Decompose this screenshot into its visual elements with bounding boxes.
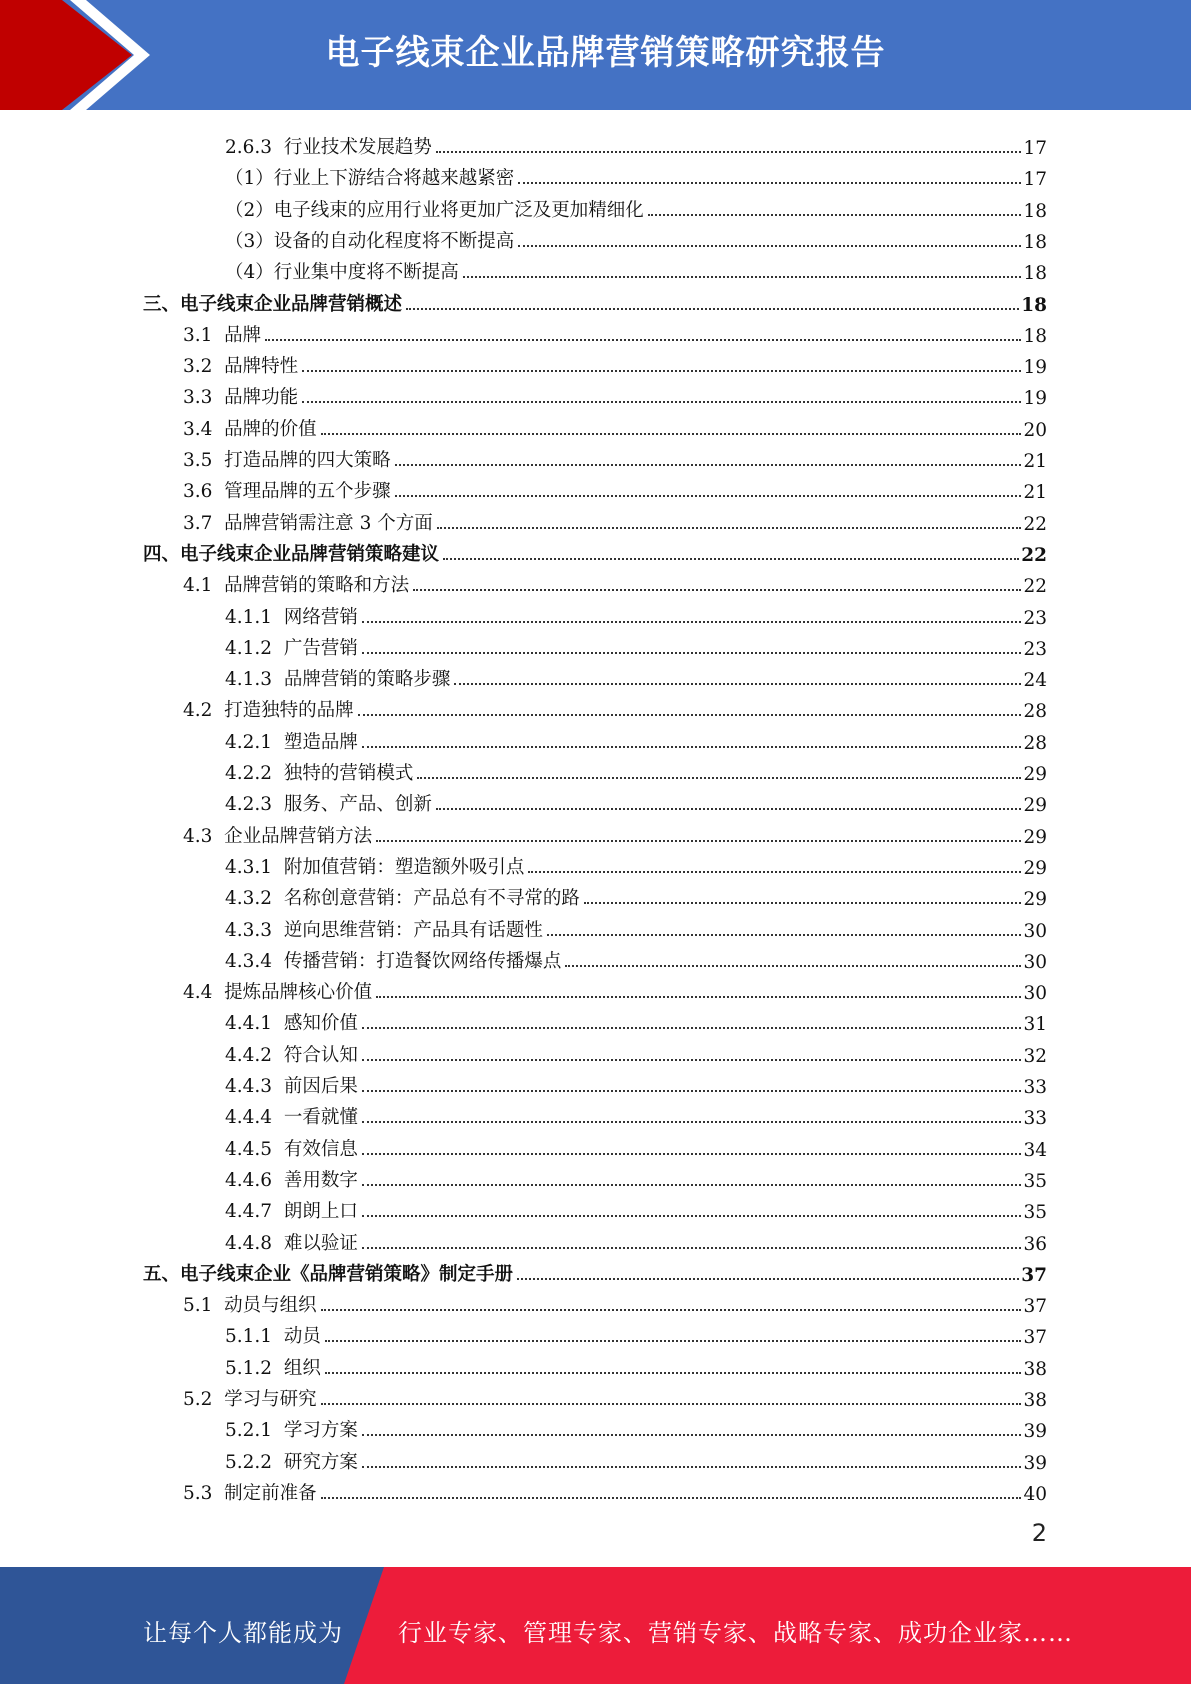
toc-entry-page: 40 (1023, 1483, 1047, 1505)
toc-dot-leader (302, 370, 1021, 372)
toc-dot-leader (528, 871, 1021, 873)
toc-entry-page: 33 (1023, 1077, 1047, 1098)
toc-entry[interactable] (225, 253, 1047, 284)
toc-entry[interactable] (183, 691, 1047, 722)
toc-entry-page: 35 (1023, 1202, 1047, 1224)
toc-entry[interactable] (225, 1067, 1047, 1098)
toc-entry-title: 3.1 品牌 (183, 324, 262, 346)
toc-entry[interactable] (183, 441, 1047, 472)
toc-entry-title: 2.6.3 行业技术发展趋势 (225, 137, 432, 158)
toc-entry-page: 17 (1023, 169, 1047, 191)
toc-entry-title: （2）电子线束的应用行业将更加广泛及更加精细化 (225, 199, 644, 221)
toc-dot-leader (362, 621, 1022, 623)
toc-dot-leader (376, 996, 1021, 998)
toc-dot-leader (362, 1466, 1022, 1468)
toc-dot-leader (565, 965, 1021, 967)
toc-entry[interactable] (183, 1380, 1047, 1411)
toc-entry[interactable] (225, 629, 1047, 660)
toc-dot-leader (362, 1153, 1022, 1155)
toc-entry[interactable] (225, 1192, 1047, 1223)
toc-dot-leader (362, 746, 1022, 748)
toc-entry-page: 19 (1023, 388, 1047, 410)
toc-entry[interactable] (225, 942, 1047, 973)
toc-entry-title: 3.3 品牌功能 (183, 387, 299, 409)
toc-entry-page: 35 (1023, 1170, 1047, 1192)
toc-entry-page: 22 (1023, 576, 1047, 598)
toc-dot-leader (395, 464, 1022, 466)
toc-entry-title: 3.5 打造品牌的四大策略 (183, 450, 391, 471)
toc-dot-leader (395, 495, 1022, 497)
toc-entry-page: 38 (1023, 1358, 1047, 1380)
toc-entry-page: 20 (1023, 419, 1047, 441)
toc-entry-page: 30 (1023, 951, 1047, 973)
toc-dot-leader (321, 433, 1022, 435)
toc-entry[interactable] (183, 504, 1047, 535)
toc-dot-leader (362, 1247, 1022, 1249)
toc-entry-title: 5.1.2 组织 (225, 1357, 321, 1379)
toc-entry[interactable] (225, 598, 1047, 629)
toc-dot-leader (362, 1090, 1022, 1092)
toc-dot-leader (325, 1340, 1022, 1342)
toc-entry[interactable] (183, 566, 1047, 597)
toc-entry[interactable] (225, 1161, 1047, 1192)
toc-dot-leader (358, 714, 1022, 716)
toc-entry-title: 4.3.2 名称创意营销：产品总有不寻常的路 (225, 888, 580, 910)
toc-dot-leader (463, 276, 1022, 278)
toc-entry[interactable] (225, 879, 1047, 910)
toc-entry-page: 22 (1023, 513, 1047, 535)
toc-entry[interactable] (225, 1130, 1047, 1161)
toc-entry-page: 36 (1023, 1233, 1047, 1255)
toc-entry[interactable] (225, 1036, 1047, 1067)
toc-entry-page: 23 (1023, 607, 1047, 629)
toc-dot-leader (517, 1278, 1019, 1280)
toc-dot-leader (437, 527, 1022, 529)
toc-entry-page: 28 (1023, 732, 1047, 754)
toc-entry[interactable] (183, 347, 1047, 378)
toc-entry[interactable] (225, 128, 1047, 159)
toc-entry[interactable] (143, 285, 1047, 316)
toc-entry-title: （1）行业上下游结合将越来越紧密 (225, 168, 515, 190)
toc-entry-page: 19 (1023, 357, 1047, 379)
toc-entry-page: 24 (1023, 670, 1047, 692)
toc-entry-page: 28 (1023, 701, 1047, 723)
toc-entry-page: 23 (1023, 638, 1047, 660)
toc-entry[interactable] (143, 1255, 1047, 1286)
toc-entry-page: 29 (1023, 764, 1047, 785)
toc-entry-title: 4.1.2 广告营销 (225, 637, 358, 659)
footer-slogan-right: 行业专家、管理专家、营销专家、战略专家、成功企业家…… (398, 1619, 1073, 1647)
toc-entry-page: 37 (1023, 1296, 1047, 1318)
toc-entry[interactable] (225, 1349, 1047, 1380)
toc-entry[interactable] (225, 723, 1047, 754)
toc-entry-page: 38 (1023, 1390, 1047, 1411)
toc-entry-title: 5.2.1 学习方案 (225, 1420, 358, 1442)
toc-entry-title: （4）行业集中度将不断提高 (225, 262, 459, 284)
report-title: 电子线束企业品牌营销策略研究报告 (325, 33, 886, 73)
toc-entry-title: 4.4.4 一看就懂 (225, 1107, 358, 1129)
toc-dot-leader (436, 151, 1022, 153)
toc-entry-page: 29 (1023, 857, 1047, 879)
toc-dot-leader (518, 245, 1021, 247)
toc-entry[interactable] (225, 1004, 1047, 1035)
toc-entry-page: 18 (1023, 231, 1047, 253)
toc-dot-leader (362, 1059, 1022, 1061)
toc-entry-page: 22 (1021, 544, 1047, 566)
toc-entry-page: 18 (1023, 325, 1047, 347)
toc-entry[interactable] (225, 222, 1047, 253)
toc-entry-page: 18 (1021, 294, 1047, 316)
toc-dot-leader (406, 308, 1019, 310)
toc-entry-page: 37 (1021, 1264, 1047, 1286)
toc-dot-leader (648, 214, 1022, 216)
toc-entry[interactable] (183, 1474, 1047, 1505)
toc-entry-page: 37 (1023, 1327, 1047, 1349)
toc-entry[interactable] (183, 973, 1047, 1004)
page-number: 2 (1031, 1519, 1047, 1547)
toc-dot-leader (321, 1497, 1022, 1499)
toc-entry-title: （3）设备的自动化程度将不断提高 (225, 230, 515, 252)
toc-entry-title: 4.1.3 品牌营销的策略步骤 (225, 669, 451, 691)
toc-entry-title: 四、电子线束企业品牌营销策略建议 (143, 543, 440, 565)
toc-entry[interactable] (225, 1098, 1047, 1129)
toc-entry-page: 30 (1023, 983, 1047, 1005)
toc-entry[interactable] (183, 378, 1047, 409)
toc-entry-title: 三、电子线束企业品牌营销概述 (143, 293, 403, 315)
toc-entry-title: 4.4.2 符合认知 (225, 1044, 358, 1066)
toc-dot-leader (443, 558, 1019, 560)
toc-dot-leader (417, 777, 1021, 779)
toc-entry[interactable] (225, 1224, 1047, 1255)
toc-entry[interactable] (225, 1411, 1047, 1442)
toc-entry-title: 5.2 学习与研究 (183, 1389, 317, 1410)
toc-entry-page: 34 (1023, 1139, 1047, 1161)
toc-dot-leader (362, 652, 1022, 654)
toc-dot-leader (321, 1403, 1022, 1405)
toc-entry-title: 4.3.1 附加值营销：塑造额外吸引点 (225, 856, 525, 878)
footer-slogan-left: 让每个人都能成为 (143, 1619, 343, 1647)
toc-entry-title: 4.4.7 朗朗上口 (225, 1201, 358, 1223)
toc-entry[interactable] (183, 316, 1047, 347)
toc-entry[interactable] (225, 785, 1047, 816)
toc-entry[interactable] (225, 848, 1047, 879)
toc-dot-leader (362, 1121, 1022, 1123)
toc-dot-leader (265, 339, 1021, 341)
toc-entry-title: 3.7 品牌营销需注意 3 个方面 (183, 512, 433, 534)
toc-entry[interactable] (183, 817, 1047, 848)
toc-entry-page: 17 (1023, 138, 1047, 159)
toc-entry-title: 4.4.8 难以验证 (225, 1232, 358, 1254)
toc-entry[interactable] (183, 410, 1047, 441)
toc-entry[interactable] (183, 472, 1047, 503)
toc-entry-title: 5.1 动员与组织 (183, 1295, 317, 1317)
toc-entry-title: 4.2.1 塑造品牌 (225, 731, 358, 753)
toc-entry-page: 29 (1023, 826, 1047, 848)
toc-dot-leader (362, 1215, 1022, 1217)
toc-dot-leader (454, 683, 1021, 685)
toc-entry[interactable] (225, 660, 1047, 691)
toc-dot-leader (302, 401, 1021, 403)
toc-entry-title: 4.2.2 独特的营销模式 (225, 763, 414, 784)
toc-entry[interactable] (225, 159, 1047, 190)
toc-dot-leader (413, 589, 1021, 591)
toc-entry-page: 39 (1023, 1421, 1047, 1443)
toc-entry-title: 4.4.1 感知价值 (225, 1013, 358, 1035)
toc-entry-page: 33 (1023, 1108, 1047, 1130)
toc-entry-title: 4.4 提炼品牌核心价值 (183, 982, 373, 1004)
header-banner (0, 0, 1191, 110)
toc-entry-title: 4.2.3 服务、产品、创新 (225, 794, 432, 816)
toc-dot-leader (436, 808, 1022, 810)
toc-entry-page: 29 (1023, 889, 1047, 911)
toc-dot-leader (376, 840, 1021, 842)
toc-dot-leader (547, 934, 1022, 936)
toc-entry-title: 4.1 品牌营销的策略和方法 (183, 575, 410, 597)
toc-entry[interactable] (225, 1317, 1047, 1348)
toc-dot-leader (321, 1309, 1022, 1311)
toc-entry[interactable] (225, 1443, 1047, 1474)
toc-dot-leader (518, 182, 1021, 184)
toc-entry-page: 29 (1023, 795, 1047, 817)
toc-entry-page: 32 (1023, 1045, 1047, 1067)
toc-entry-page: 39 (1023, 1452, 1047, 1474)
toc-entry[interactable] (225, 911, 1047, 942)
toc-entry-title: 3.4 品牌的价值 (183, 418, 317, 440)
toc-entry-page: 18 (1023, 263, 1047, 285)
toc-entry-title: 4.1.1 网络营销 (225, 606, 358, 628)
toc-entry[interactable] (225, 191, 1047, 222)
toc-entry-title: 4.3.4 传播营销：打造餐饮网络传播爆点 (225, 950, 562, 972)
toc-entry[interactable] (183, 1286, 1047, 1317)
toc-entry-title: 4.3 企业品牌营销方法 (183, 825, 373, 847)
toc-entry-title: 3.6 管理品牌的五个步骤 (183, 481, 391, 503)
toc-dot-leader (362, 1027, 1022, 1029)
toc-dot-leader (362, 1434, 1022, 1436)
toc-entry-title: 5.1.1 动员 (225, 1326, 321, 1348)
toc-entry-title: 4.2 打造独特的品牌 (183, 700, 354, 722)
toc-entry-title: 5.2.2 研究方案 (225, 1451, 358, 1473)
toc-dot-leader (584, 902, 1022, 904)
toc-entry-page: 30 (1023, 920, 1047, 942)
toc-entry-title: 4.4.6 善用数字 (225, 1169, 358, 1191)
toc-entry[interactable] (143, 535, 1047, 566)
toc-entry[interactable] (225, 754, 1047, 785)
toc-dot-leader (325, 1372, 1022, 1374)
toc-entry-page: 21 (1023, 451, 1047, 472)
toc-entry-title: 五、电子线束企业《品牌营销策略》制定手册 (143, 1263, 514, 1285)
toc-entry-title: 3.2 品牌特性 (183, 356, 299, 378)
toc-entry-title: 4.4.5 有效信息 (225, 1138, 358, 1160)
toc-entry-title: 5.3 制定前准备 (183, 1482, 317, 1504)
toc-entry-page: 31 (1023, 1014, 1047, 1036)
toc-entry-page: 21 (1023, 482, 1047, 504)
toc-dot-leader (362, 1184, 1022, 1186)
toc-entry-page: 18 (1023, 200, 1047, 222)
toc-entry-title: 4.3.3 逆向思维营销：产品具有话题性 (225, 919, 543, 941)
toc-entry-title: 4.4.3 前因后果 (225, 1076, 358, 1097)
